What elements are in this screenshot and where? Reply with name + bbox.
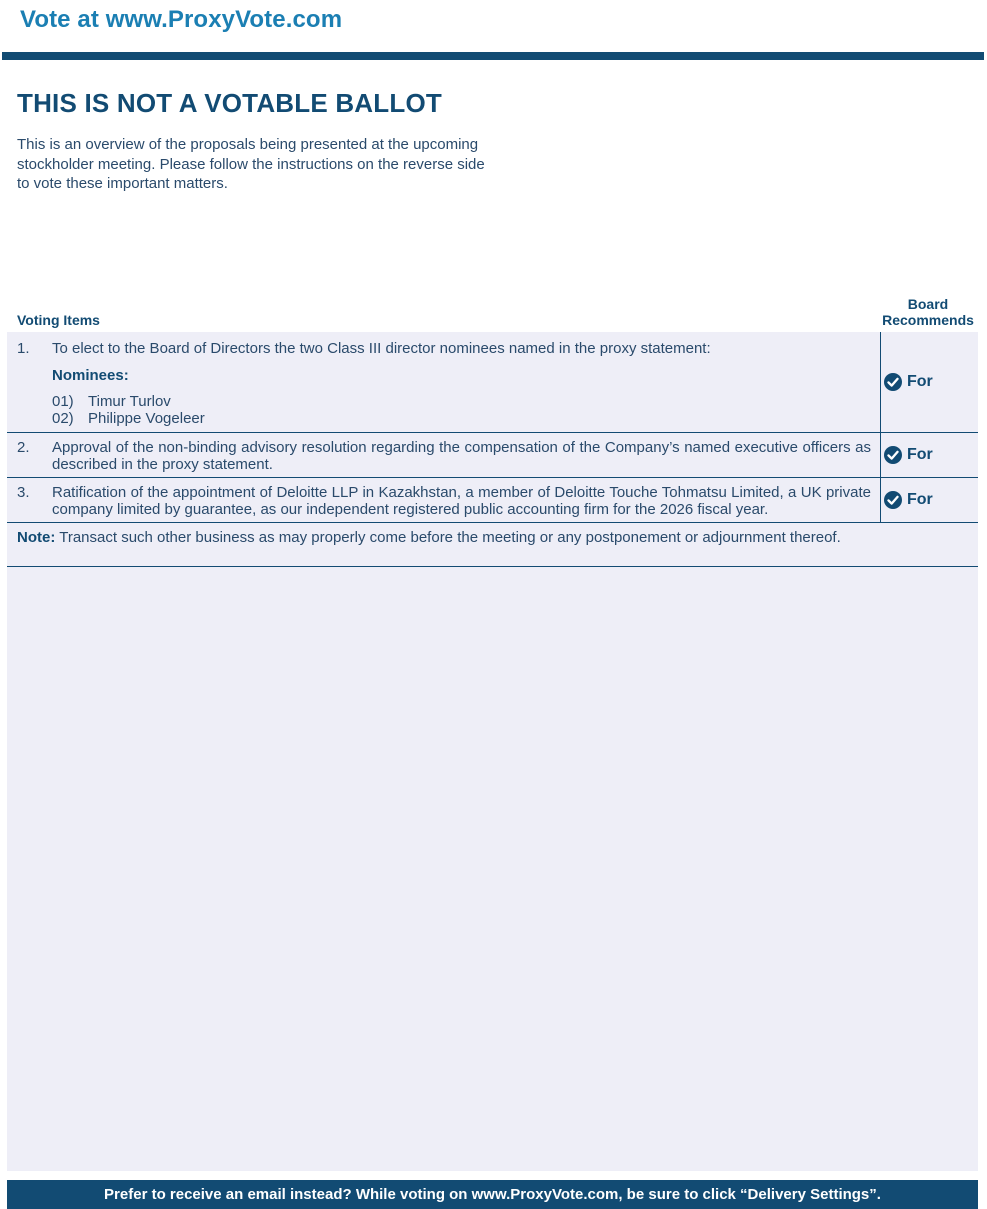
item-text: Approval of the non-binding advisory resolution regarding the compensation of the Company’s named executive officers as described in the proxy statement.	[52, 439, 871, 473]
item-text: To elect to the Board of Directors the two Class III director nominees named in the proxy statement:	[52, 340, 711, 357]
recommendation-label: For	[907, 446, 933, 463]
page-title: THIS IS NOT A VOTABLE BALLOT	[17, 88, 442, 118]
voting-item-1	[7, 332, 978, 433]
voting-items-table	[7, 332, 978, 567]
recommendation-label: For	[907, 491, 933, 508]
note-label: Note:	[17, 529, 56, 546]
note-body: Transact such other business as may properly come before the meeting or any postponement or adjournment thereof.	[59, 529, 841, 546]
delivery-settings-banner: Prefer to receive an email instead? While voting on www.ProxyVote.com, be sure to click “Delivery Settings”.	[7, 1180, 978, 1209]
check-circle-icon	[884, 491, 902, 509]
check-circle-icon	[884, 446, 902, 464]
check-circle-icon	[884, 373, 902, 391]
item-number: 1.	[17, 340, 30, 357]
item-number: 3.	[17, 484, 30, 501]
nominees-label: Nominees:	[52, 367, 129, 384]
proxyvote-link[interactable]: Vote at www.ProxyVote.com	[20, 6, 343, 33]
recommendation-label: For	[907, 373, 933, 390]
voting-item-2	[7, 433, 978, 478]
nominee-name: Timur Turlov	[88, 393, 171, 410]
nominee-1	[52, 393, 171, 410]
header-divider	[2, 52, 984, 60]
recommendation-cell	[880, 433, 978, 477]
item-number: 2.	[17, 439, 30, 456]
note-text	[17, 529, 871, 546]
nominee-2	[52, 410, 205, 427]
item-text: Ratification of the appointment of Deloitte LLP in Kazakhstan, a member of Deloitte Touche Tohmatsu Limited, a UK private company limited by guarantee, as our independent registered public accounting firm for the 2026 fiscal year.	[52, 484, 871, 518]
nominee-name: Philippe Vogeleer	[88, 410, 205, 427]
recommendation-cell	[880, 332, 978, 432]
intro-text: This is an overview of the proposals being presented at the upcoming stockholder meeting. Please follow the instructions on the reverse side to vote these important matters.	[17, 136, 485, 192]
nominee-number: 02)	[52, 410, 74, 427]
nominee-number: 01)	[52, 393, 74, 410]
note-row	[7, 523, 978, 567]
board-recommends-header: Board Recommends	[882, 296, 974, 328]
voting-items-header: Voting Items	[17, 312, 100, 328]
blank-panel	[7, 567, 978, 1171]
recommendation-cell	[880, 478, 978, 522]
voting-item-3	[7, 478, 978, 523]
